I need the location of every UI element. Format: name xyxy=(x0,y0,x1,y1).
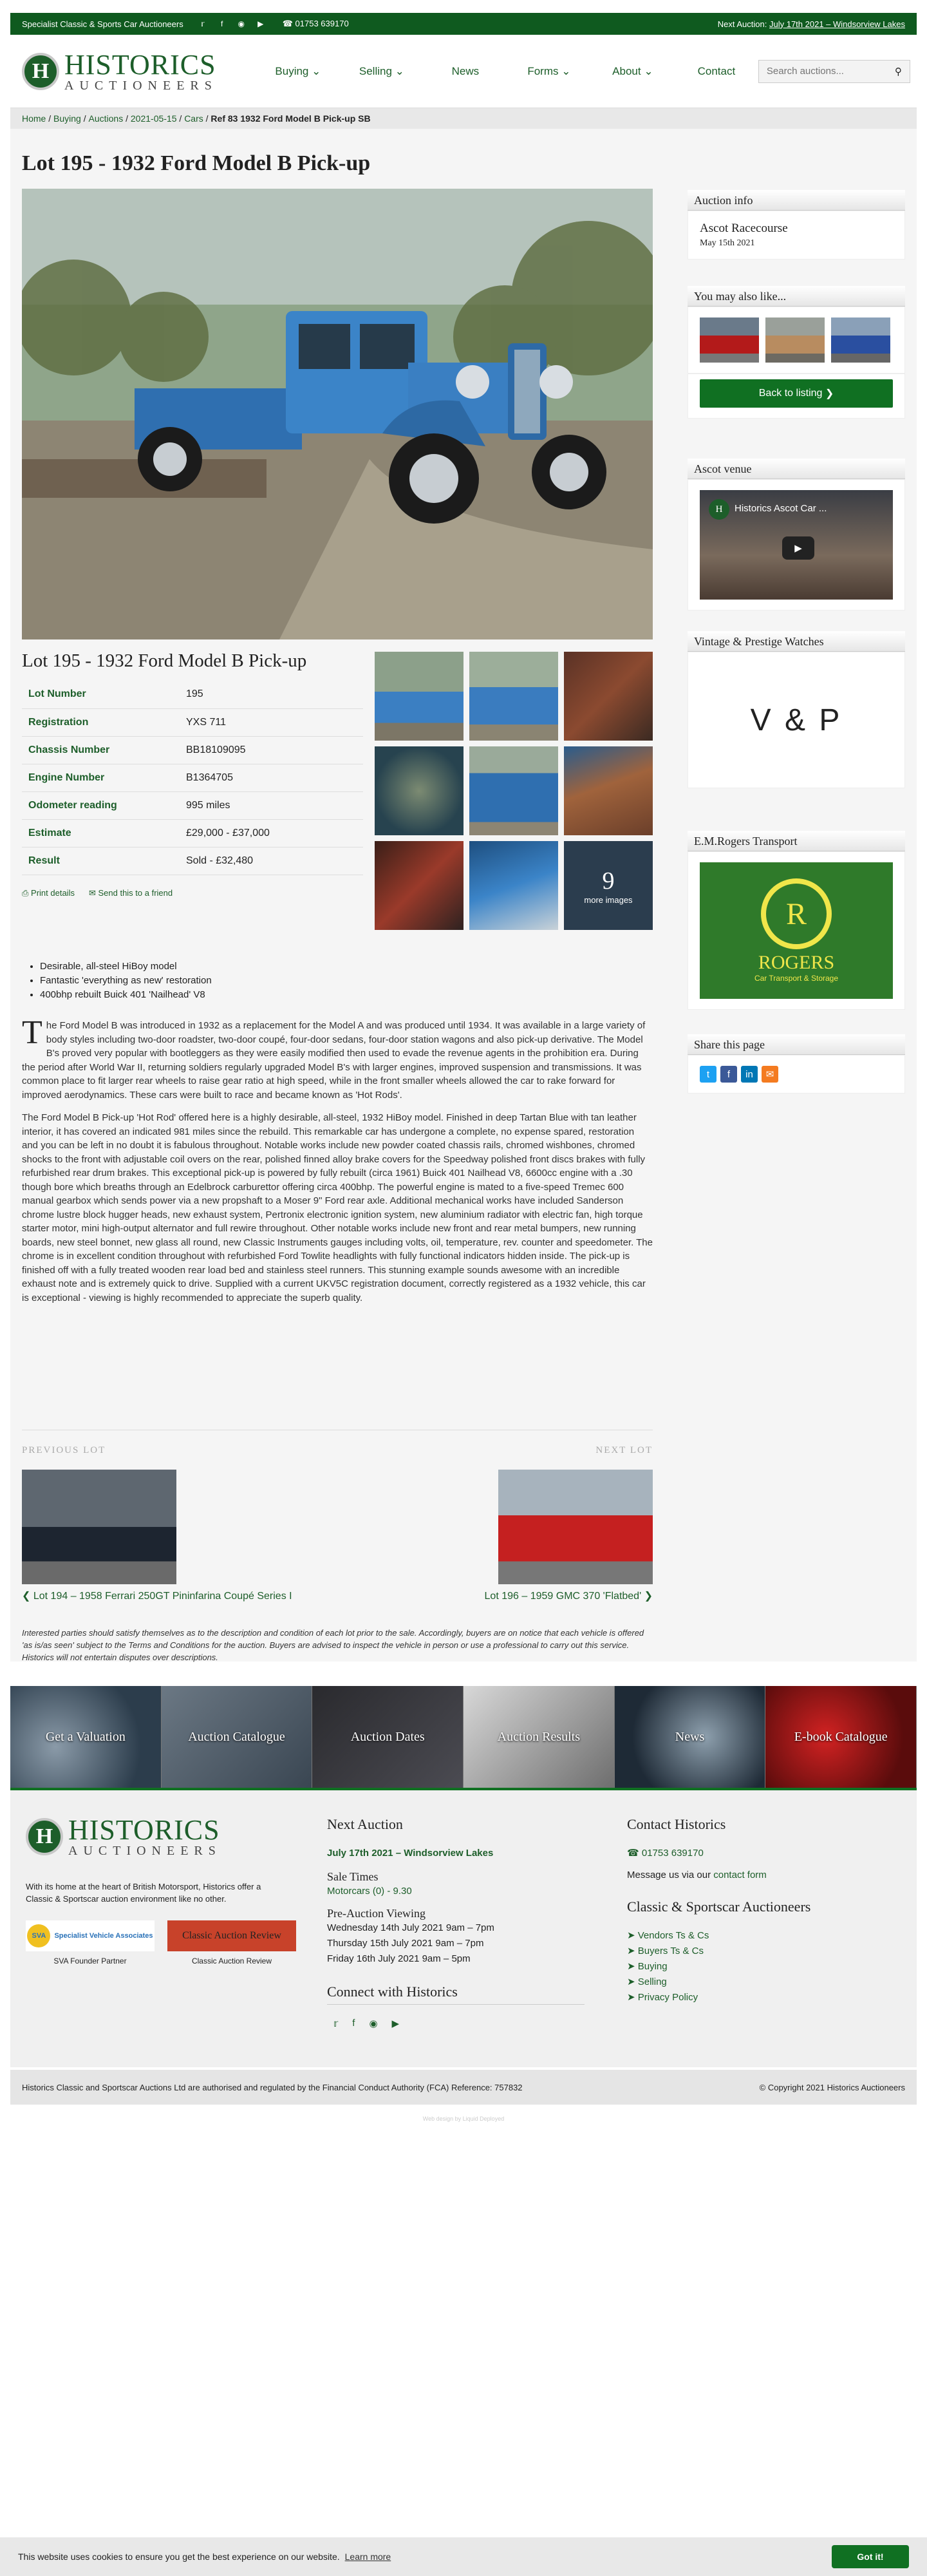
video-title: Historics Ascot Car ... xyxy=(735,503,827,514)
phone-link[interactable] xyxy=(283,19,349,29)
venue-name: Ascot Racecourse xyxy=(700,222,788,235)
site-header xyxy=(10,35,917,108)
logo-main: HISTORICS xyxy=(68,1814,220,1846)
footer-contact xyxy=(627,1816,897,2005)
classic-review-logo[interactable]: Classic Auction Review xyxy=(167,1920,296,1951)
sva-emblem: SVA xyxy=(27,1924,50,1947)
footer-heading: Classic & Sportscar Auctioneers xyxy=(627,1899,811,1915)
tile-ebook[interactable]: E-book Catalogue xyxy=(765,1686,917,1788)
twitter-icon[interactable]: 𝕣 xyxy=(333,2018,339,2029)
panel-title: Vintage & Prestige Watches xyxy=(688,631,905,652)
prev-lot-label: PREVIOUS LOT xyxy=(22,1445,106,1455)
list-item: • Desirable, all-steel HiBoy model xyxy=(40,960,212,974)
tile-valuation[interactable]: Get a Valuation xyxy=(10,1686,162,1788)
preview-line: Thursday 15th July 2021 9am – 7pm xyxy=(327,1938,484,1949)
facebook-icon[interactable]: f xyxy=(720,1066,737,1083)
chevron-right-icon: ❯ xyxy=(825,388,834,399)
cookie-accept-button[interactable]: Got it! xyxy=(832,2545,909,2568)
spec-value: 995 miles xyxy=(186,791,363,819)
spec-key: Engine Number xyxy=(22,764,186,791)
spec-row xyxy=(22,819,363,847)
feature-tiles xyxy=(10,1686,917,1788)
classic-review-label: Classic Auction Review xyxy=(191,1956,272,1965)
main-nav xyxy=(256,65,758,78)
related-lot-thumbnail[interactable] xyxy=(765,317,825,363)
contact-form-link[interactable]: contact form xyxy=(713,1870,767,1880)
footer-link[interactable]: ➤ Buyers Ts & Cs xyxy=(627,1946,704,1956)
chevron-right-icon: ➤ xyxy=(627,1961,635,1972)
panel-title: You may also like... xyxy=(688,286,905,307)
thumbnail[interactable] xyxy=(375,841,464,930)
nav-forms[interactable]: Forms ⌄ xyxy=(527,64,571,77)
ascot-venue-panel xyxy=(688,459,905,611)
play-icon[interactable]: ▶ xyxy=(782,536,814,560)
spec-key: Estimate xyxy=(22,819,186,847)
sva-logo[interactable]: SVA Specialist Vehicle Associates xyxy=(26,1920,154,1951)
tile-dates[interactable]: Auction Dates xyxy=(312,1686,464,1788)
next-lot-link[interactable]: Lot 196 – 1959 GMC 370 'Flatbed' ❯ xyxy=(484,1591,653,1602)
nav-selling[interactable]: Selling ⌄ xyxy=(359,64,404,77)
spec-value: £29,000 - £37,000 xyxy=(186,819,363,847)
chevron-right-icon: ➤ xyxy=(627,1946,635,1956)
rogers-sub: Car Transport & Storage xyxy=(754,974,839,983)
spec-table xyxy=(22,681,363,875)
top-bar xyxy=(10,13,917,35)
panel-title: E.M.Rogers Transport xyxy=(688,831,905,851)
thumbnail[interactable] xyxy=(469,746,558,835)
instagram-icon[interactable]: ◉ xyxy=(238,19,245,28)
phone-number: 01753 639170 xyxy=(295,19,349,28)
spec-value: B1364705 xyxy=(186,764,363,791)
panel-title: Auction info xyxy=(688,190,905,211)
learn-more-link[interactable]: Learn more xyxy=(344,2552,391,2562)
auction-info-panel xyxy=(688,190,905,260)
youtube-icon[interactable]: ▶ xyxy=(391,2018,400,2029)
print-icon: ⎙ xyxy=(22,887,29,898)
prev-lot-image[interactable] xyxy=(22,1470,176,1584)
list-item: • 400bhp rebuilt Buick 401 'Nailhead' V8 xyxy=(40,988,212,1002)
next-auction-link[interactable]: July 17th 2021 – Windsorview Lakes xyxy=(327,1848,494,1859)
phone-icon: ☎ xyxy=(282,19,293,28)
logo-badge: H xyxy=(22,53,59,90)
nav-buying[interactable]: Buying ⌄ xyxy=(275,64,321,77)
next-auction-link[interactable]: July 17th 2021 – Windsorview Lakes xyxy=(769,19,905,29)
chevron-down-icon: ⌄ xyxy=(395,64,404,77)
legal-bar xyxy=(10,2070,917,2105)
youtube-icon[interactable]: ▶ xyxy=(258,19,264,28)
panel-title: Share this page xyxy=(688,1034,905,1055)
phone-icon: ☎ xyxy=(627,1848,639,1859)
auction-date: May 15th 2021 xyxy=(700,238,755,248)
next-lot-label: NEXT LOT xyxy=(595,1445,653,1455)
hero-image[interactable] xyxy=(22,189,653,639)
chevron-right-icon: ➤ xyxy=(627,1930,635,1941)
email-icon[interactable]: ✉ xyxy=(762,1066,778,1083)
list-item: • Fantastic 'everything as new' restoration xyxy=(40,974,212,988)
search-input[interactable] xyxy=(767,66,895,77)
drop-cap: T xyxy=(22,1014,42,1051)
spec-row xyxy=(22,681,363,708)
crumb-home[interactable]: Home xyxy=(22,113,46,124)
related-lot-thumbnail[interactable] xyxy=(700,317,759,363)
transport-panel xyxy=(688,831,905,1010)
message-line: Message us via our contact form xyxy=(627,1870,767,1880)
thumbnail[interactable] xyxy=(469,841,558,930)
nav-about[interactable]: About ⌄ xyxy=(612,64,653,77)
tagline: Specialist Classic & Sports Car Auctioneers xyxy=(22,19,183,29)
tile-results[interactable]: Auction Results xyxy=(464,1686,615,1788)
nav-news[interactable]: News xyxy=(451,64,480,77)
back-to-listing-button[interactable]: Back to listing ❯ xyxy=(700,379,893,408)
chevron-down-icon: ⌄ xyxy=(561,64,571,77)
facebook-icon[interactable]: f xyxy=(221,19,223,28)
description-paragraph: The Ford Model B was introduced in 1932 as a replacement for the Model A and was produced until 1934. It was available in a large variety of body styles including two-door roadster, two-door coupé, four-door sedans, four-door station wagons and also pick-up derivative. The Model B's proved very popular with bootleggers as they were easily modified then used to evade the revenue agents in the prohibition era. During the period after World War II, returning soldiers regularly upgraded Model B's with larger engines, improved suspension and transmissions. It was common place to fit larger rear wheels to raise gear ratio at high speed, while in the front smaller wheels allowed the car to rake forward for improved aerodynamics. These cars were built to race and became known as 'Hot Rods'. xyxy=(22,1014,646,1101)
spec-row xyxy=(22,736,363,764)
linkedin-icon[interactable]: in xyxy=(741,1066,758,1083)
cookie-banner xyxy=(0,2537,927,2576)
may-like-panel xyxy=(688,286,905,419)
rogers-logo[interactable] xyxy=(700,862,893,999)
next-lot-image[interactable] xyxy=(498,1470,653,1584)
credit[interactable]: Web design by Liquid Deployed xyxy=(422,2116,505,2122)
panel-title: Ascot venue xyxy=(688,459,905,479)
tile-catalogue[interactable]: Auction Catalogue xyxy=(162,1686,313,1788)
thumbnail-grid xyxy=(375,652,653,930)
page-title: Lot 195 - 1932 Ford Model B Pick-up xyxy=(22,151,371,175)
more-label: more images xyxy=(584,895,633,905)
logo-sub: AUCTIONEERS xyxy=(64,78,218,93)
crumb-auctions[interactable]: Auctions xyxy=(88,113,124,124)
disclaimer: Interested parties should satisfy themselves as to the description and condition of each lot prior to the sale. Accordingly, buyers are on notice that each vehicle is offered 'as is/as seen' subject to the Terms and Conditions for the auction. Buyers are advised to inspect the vehicle in person or use a professional to carry out this service. Historics will not entertain disputes over descriptions. xyxy=(22,1628,644,1662)
footer-phone[interactable]: ☎ 01753 639170 xyxy=(627,1848,704,1859)
sva-label: SVA Founder Partner xyxy=(53,1956,127,1965)
envelope-icon: ✉ xyxy=(88,887,96,898)
footer-link[interactable]: ➤ Privacy Policy xyxy=(627,1992,698,2003)
thumbnail[interactable] xyxy=(375,652,464,741)
channel-avatar: H xyxy=(709,499,729,520)
share-panel xyxy=(688,1034,905,1094)
more-images-button[interactable] xyxy=(564,841,653,930)
highlights-list xyxy=(40,960,212,1002)
footer-link[interactable]: ➤ Buying xyxy=(627,1961,668,1972)
footer-about-text: With its home at the heart of British Motorsport, Historics offer a Classic & Sportscar auction environment like no other. xyxy=(26,1882,261,1904)
chevron-right-icon: ➤ xyxy=(627,1992,635,2003)
spec-row xyxy=(22,791,363,819)
print-button[interactable]: ⎙ Print details xyxy=(22,887,75,898)
spec-row xyxy=(22,847,363,875)
more-count: 9 xyxy=(602,867,615,895)
thumbnail[interactable] xyxy=(375,746,464,835)
crumb-cars[interactable]: Cars xyxy=(184,113,203,124)
facebook-icon[interactable]: f xyxy=(352,2018,355,2029)
footer-link[interactable]: ➤ Selling xyxy=(627,1976,667,1987)
lot-subtitle: Lot 195 - 1932 Ford Model B Pick-up xyxy=(22,650,307,671)
spec-row xyxy=(22,764,363,791)
spec-key: Registration xyxy=(22,708,186,736)
spec-value: 195 xyxy=(186,681,363,708)
instagram-icon[interactable]: ◉ xyxy=(369,2018,378,2029)
copyright: © Copyright 2021 Historics Auctioneers xyxy=(759,2082,905,2092)
crumb-current: Ref 83 1932 Ford Model B Pick-up SB xyxy=(211,113,371,124)
nav-contact[interactable]: Contact xyxy=(697,64,736,77)
preview-title: Pre-Auction Viewing xyxy=(327,1907,426,1920)
spec-value: YXS 711 xyxy=(186,708,363,736)
rogers-emblem: R xyxy=(761,878,832,949)
chevron-left-icon: ❮ xyxy=(22,1591,31,1602)
footer-heading: Connect with Historics xyxy=(327,1984,585,2005)
rogers-name: ROGERS xyxy=(758,952,835,973)
lot-description xyxy=(22,1014,653,1314)
spec-key: Result xyxy=(22,847,186,875)
sale-times[interactable]: Motorcars (0) - 9.30 xyxy=(327,1886,412,1897)
logo-sub: AUCTIONEERS xyxy=(68,1844,221,1858)
search-icon[interactable]: ⚲ xyxy=(894,66,902,77)
tile-news[interactable]: News xyxy=(615,1686,766,1788)
chevron-right-icon: ❯ xyxy=(644,1591,653,1602)
crumb-buying[interactable]: Buying xyxy=(53,113,81,124)
chevron-right-icon: ➤ xyxy=(627,1976,635,1987)
twitter-icon[interactable]: 𝕣 xyxy=(200,19,205,28)
footer-about xyxy=(26,1816,283,1965)
spec-value: BB18109095 xyxy=(186,736,363,764)
footer-heading: Next Auction xyxy=(327,1816,403,1832)
spec-key: Lot Number xyxy=(22,681,186,708)
watches-panel xyxy=(688,631,905,788)
prev-lot-link[interactable]: ❮ Lot 194 – 1958 Ferrari 250GT Pininfarina Coupé Series I xyxy=(22,1591,292,1602)
sale-times-title: Sale Times xyxy=(327,1870,379,1883)
footer-link[interactable]: ➤ Vendors Ts & Cs xyxy=(627,1930,709,1941)
preview-line: Friday 16th July 2021 9am – 5pm xyxy=(327,1953,471,1964)
breadcrumb: Home / Buying / Auctions / 2021-05-15 / Cars / Ref 83 1932 Ford Model B Pick-up SB xyxy=(10,108,917,129)
thumbnail[interactable] xyxy=(564,746,653,835)
logo-main: HISTORICS xyxy=(64,48,216,80)
preview-line: Wednesday 14th July 2021 9am – 7pm xyxy=(327,1922,494,1933)
vp-logo[interactable]: V & P xyxy=(750,703,843,737)
legal-text: Historics Classic and Sportscar Auctions Ltd are authorised and regulated by the Financial Conduct Authority (FCA) Reference: 757832 xyxy=(22,2082,523,2092)
crumb-date[interactable]: 2021-05-15 xyxy=(130,113,177,124)
logo[interactable] xyxy=(22,48,218,93)
venue-video[interactable] xyxy=(700,490,893,600)
twitter-icon[interactable]: t xyxy=(700,1066,716,1083)
footer-logo[interactable] xyxy=(26,1816,283,1857)
footer-next-auction xyxy=(327,1816,585,2029)
thumbnail[interactable] xyxy=(564,652,653,741)
spec-value: Sold - £32,480 xyxy=(186,847,363,875)
truck-illustration xyxy=(22,189,653,639)
spec-key: Odometer reading xyxy=(22,791,186,819)
chevron-down-icon: ⌄ xyxy=(644,64,653,77)
thumbnail[interactable] xyxy=(469,652,558,741)
spec-key: Chassis Number xyxy=(22,736,186,764)
related-lot-thumbnail[interactable] xyxy=(831,317,890,363)
send-friend-button[interactable]: ✉ Send this to a friend xyxy=(88,887,173,898)
chevron-down-icon: ⌄ xyxy=(312,64,321,77)
search-box xyxy=(758,60,910,83)
lot-details xyxy=(22,650,363,898)
logo-badge: H xyxy=(26,1818,63,1855)
next-auction xyxy=(718,19,905,29)
cookie-text: This website uses cookies to ensure you get the best experience on our website. xyxy=(18,2552,340,2562)
description-paragraph: The Ford Model B Pick-up 'Hot Rod' offered here is a highly desirable, all-steel, 1932 HiBoy model. Finished in deep Tartan Blue with tan leather interior, it has covered an indicated 981 miles since the rebuild. This remarkable car has undergone a complete, no expense spared, restoration and you can be left in no doubt it is fabulous throughout. Notable works include new powder coated chassis rails, chromed wishbones, chromed shocks to the front with adjustable coil overs on the rear, polished finned alloy brake covers for the Speedway polished front discs brakes with fully refurbished rear drum brakes. This exceptional pick-up is powered by fully rebuilt (circa 1961) Buick 401 Nailhead V8, 6600cc engine with a .30 though bore which breaths through an Edelbrock carburettor offering circa 400bhp. The powerful engine is mated to a five-speed Tremec 600 manual gearbox which sends power via a new propshaft to a Moser 9" Ford rear axle. Additional mechanical works have included Sanderson chrome lustre block hugger heads, new exhaust system, Pertronix electronic ignition system, new aluminium radiator with electric fan, high torque starter motor, mini high-output alternator and full rewire throughout. Other notable works include new front and rear metal bumpers, new running boards, new steel bonnet, new glass all round, new Classic Instruments gauges including volts, oil, temperature, rev. counter and speedometer. The chrome is in excellent condition throughout with refurbished Ford Towlite headlights with fully functional indicators hidden inside. The pick-up is finished off with a fully treated wooden rear load bed and stainless steel runners. This stunning example sounds awesome with an incredible exhaust note and is extremely quick to drive. Supplied with a current UKV5C registration document, correctly registered as a 1932 vehicle, this car is exceptional - viewing is highly recommended to appreciate the superb quality. xyxy=(22,1112,653,1303)
next-auction-label: Next Auction: xyxy=(717,19,767,29)
footer-heading: Contact Historics xyxy=(627,1816,726,1832)
spec-row xyxy=(22,708,363,736)
